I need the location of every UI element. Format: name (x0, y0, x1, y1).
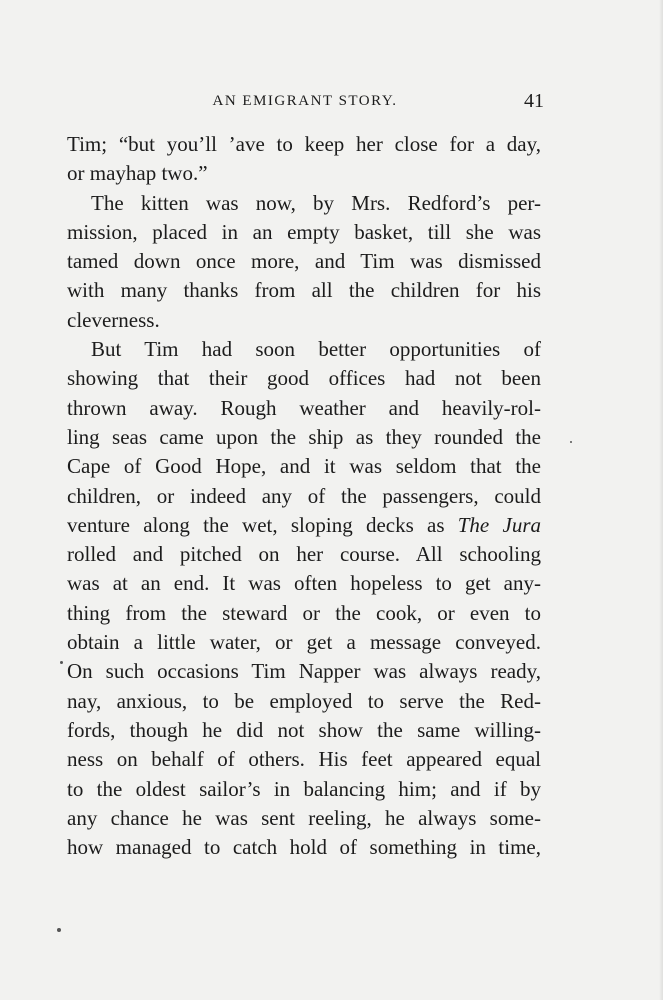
text-line: ness on behalf of others. His feet appeared equal (67, 747, 541, 772)
page-edge-shadow (659, 0, 663, 1000)
ship-name: The Jura (457, 512, 541, 537)
text-line: mission, placed in an empty basket, till she was (67, 219, 541, 244)
text-line: But Tim had soon better opportunities of (91, 337, 541, 362)
paper-speck (60, 661, 63, 664)
text-line: nay, anxious, to be employed to serve the Red- (67, 688, 541, 713)
text-line: how managed to catch hold of something in time, (67, 835, 541, 860)
running-title: AN EMIGRANT STORY. (212, 93, 398, 109)
text-line: to the oldest sailor’s in balancing him; and if by (67, 776, 541, 801)
text-line: fords, though he did not show the same willing- (67, 717, 541, 742)
text-line: ling seas came upon the ship as they rounded the (67, 424, 541, 449)
text-line: On such occasions Tim Napper was always ready, (67, 659, 541, 684)
text-line: The kitten was now, by Mrs. Redford’s per- (91, 190, 541, 215)
text-line: Cape of Good Hope, and it was seldom that the (67, 454, 541, 479)
body-text (67, 130, 541, 862)
text-line: obtain a little water, or get a message conveyed. (67, 630, 541, 655)
text-line: Tim; “but you’ll ’ave to keep her close for a day, (67, 132, 541, 156)
text-fragment: venture along the wet, sloping decks as (67, 512, 458, 537)
paper-speck (570, 441, 572, 443)
text-line: thrown away. Rough weather and heavily-rol- (67, 395, 541, 420)
text-line: was at an end. It was often hopeless to get any- (67, 571, 541, 596)
running-head (66, 90, 544, 114)
text-line: cleverness. (67, 307, 160, 332)
page-number: 41 (524, 90, 544, 112)
text-line: with many thanks from all the children for his (67, 278, 541, 303)
text-line: tamed down once more, and Tim was dismissed (67, 249, 541, 274)
text-line-with-ship-name (67, 511, 541, 540)
text-line: showing that their good offices had not been (67, 366, 541, 391)
paper-speck (57, 928, 61, 932)
text-line: children, or indeed any of the passengers, could (67, 483, 541, 508)
text-line: thing from the steward or the cook, or even to (67, 600, 541, 625)
text-line: rolled and pitched on her course. All schooling (67, 542, 541, 567)
text-line: any chance he was sent reeling, he always some- (67, 805, 541, 830)
text-line: or mayhap two.” (67, 161, 208, 186)
